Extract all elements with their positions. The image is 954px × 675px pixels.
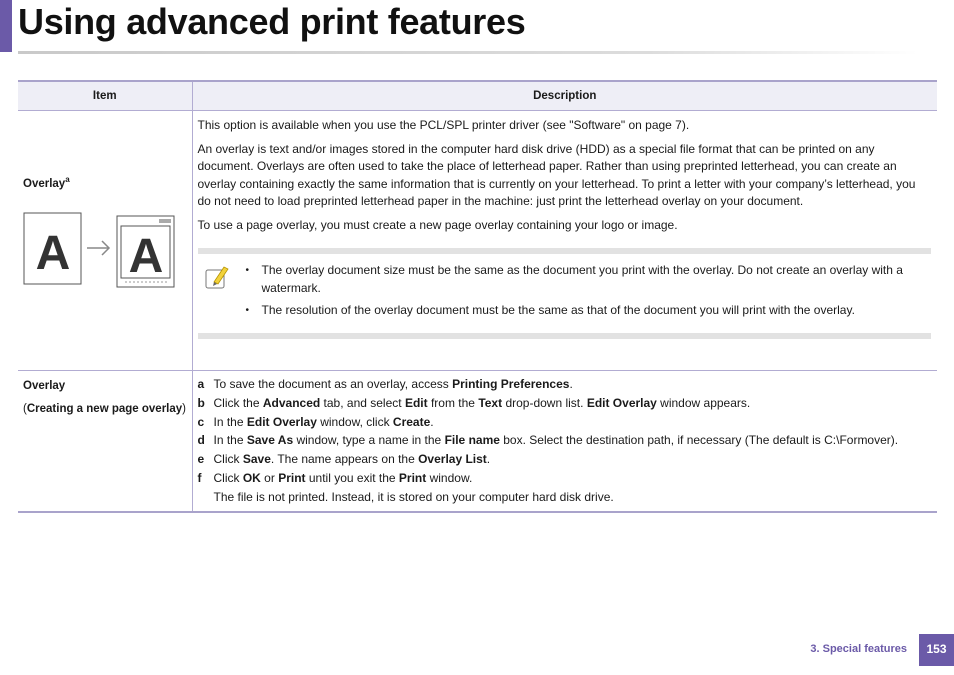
step-segment: window. [426,470,473,485]
step-segment: In the [213,414,247,429]
step-segment: box. Select the destination path, if necessary (The default is C:\Formover). [499,433,899,448]
list-item: • The resolution of the overlay document must be the same as that of the document you will print with the overlay. [246,302,932,320]
section-accent-bar [0,0,12,52]
step-emphasis: OK [242,470,261,485]
note-list [230,262,932,325]
step-emphasis: Edit Overlay [586,395,657,410]
step-segment: until you exit the [305,470,399,485]
step-segment: window appears. [656,395,751,410]
step-emphasis: Advanced [262,395,321,410]
step-emphasis: Printing Preferences [452,377,570,391]
step-segment: . [486,452,491,467]
item-subtitle: (Creating a new page overlay) [23,403,186,415]
table-header-row [18,81,937,111]
note-box [198,248,932,339]
step-segment: . [569,377,573,391]
step-emphasis: Print [278,470,306,485]
step-letter: b [197,395,205,410]
step-text [214,450,491,469]
item-title: Overlay [23,380,66,392]
step-text [214,375,573,394]
header-item: Item [18,81,192,111]
step-item [198,450,932,469]
list-item: • The overlay document size must be the same as the document you print with the overlay. Do not create an overlay with a watermark. [246,262,932,297]
item-cell-create-overlay [18,371,192,512]
description-cell-overlay [192,111,937,371]
step-letter: c [197,414,205,429]
right-arrow-icon [87,241,109,255]
note-pencil-icon [204,264,230,292]
step-letter: f [197,470,202,485]
overlay-usage-paragraph: To use a page overlay, you must create a new page overlay containing your logo or image. [197,217,678,232]
step-segment: In the [213,433,247,448]
step-segment: . The name appears on the [270,452,419,467]
overlay-illustration [23,212,183,288]
step-item [198,469,932,488]
step-emphasis: Create [392,414,431,429]
step-emphasis: Edit [404,395,428,410]
step-segment: or [260,470,279,485]
step-letter: d [197,433,205,448]
item-label-overlay: Overlay$^a$ [23,175,70,190]
step-segment: To save the document as an overlay, access [213,377,453,391]
footer-section-label: 3. Special features [810,643,907,655]
overlay-definition-paragraph: An overlay is text and/or images stored in the computer hard disk drive (HDD) as a special file format that can be printed on any document. Overlays are often used to take the place of letterhead paper. Rather than using preprinted letterhead, you can create an overlay containing exactly the same information that is currently on your letterhead. To print a letter with your company’s letterhead, you do not need to load preprinted letterhead paper in the machine: just print the letterhead overlay on your document. [197,141,916,208]
step-segment: Click [213,470,243,485]
step-segment: Click the [213,395,263,410]
step-text [214,394,751,413]
step-segment: window, type a name in the [293,433,445,448]
step-text [214,431,899,450]
step-item [198,394,932,413]
plain-page-letter: A [35,226,71,280]
table-row-create-overlay [18,371,937,512]
step-item [198,413,932,432]
step-emphasis: Overlay List [418,452,487,467]
step-segment: . [430,414,434,429]
step-emphasis: Save [242,452,271,467]
title-divider [18,51,918,54]
step-emphasis: Text [478,395,503,410]
step-segment: drop-down list. [502,395,587,410]
step-segment: tab, and select [320,395,405,410]
feature-table [18,80,937,513]
step-segment: window, click [316,414,393,429]
step-letter: a [197,377,205,391]
step-text [214,469,473,488]
step-emphasis: Edit Overlay [246,414,317,429]
header-description: Description [192,81,937,111]
item-cell-overlay [18,111,192,371]
availability-paragraph: This option is available when you use the PCL/SPL printer driver (see "Software" on page 7). [197,118,690,132]
table-row-overlay [18,111,937,371]
step-emphasis: File name [444,433,500,448]
page-title: Using advanced print features [18,1,526,42]
step-segment: Click [213,452,243,467]
description-cell-create-overlay [192,371,937,512]
step-emphasis: Print [398,470,427,485]
step-item [198,431,932,450]
step-segment: from the [427,395,479,410]
steps-list [198,375,932,488]
step-letter: e [197,452,205,467]
footnote-marker: a [65,175,70,184]
step-emphasis: Save As [246,433,294,448]
step-text [214,413,434,432]
page-number-badge: 153 [919,634,954,666]
overlay-page-letter: A [128,229,164,283]
step-item [198,375,932,394]
result-note: The file is not printed. Instead, it is stored on your computer hard disk drive. [213,489,614,504]
